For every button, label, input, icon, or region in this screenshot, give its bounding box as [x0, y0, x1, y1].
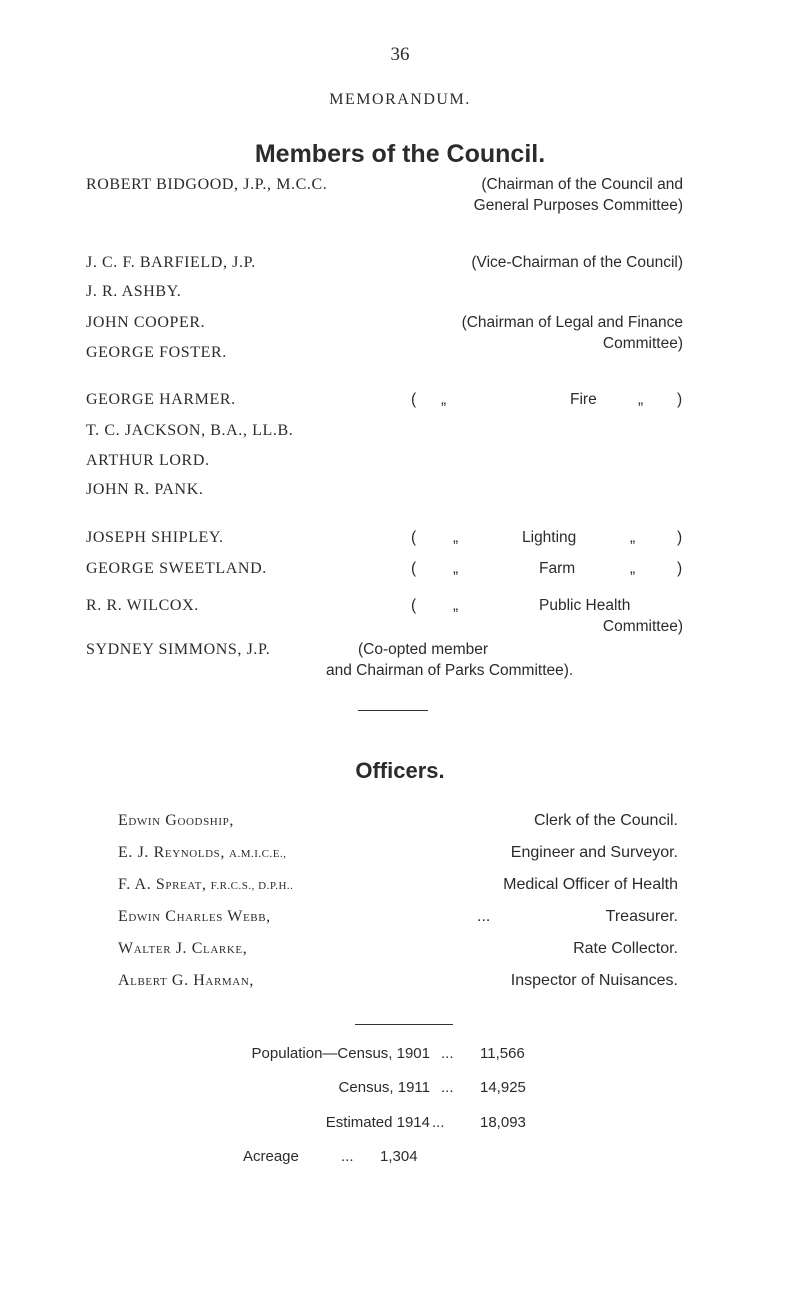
- officer-role: Inspector of Nuisances.: [510, 972, 678, 989]
- officer-name: Edwin Goodship,: [118, 812, 234, 829]
- officer-row: [118, 812, 234, 830]
- officer-name: Edwin Charles Webb,: [118, 908, 271, 925]
- officer-name: Walter J. Clarke,: [118, 940, 248, 957]
- officer-row: [118, 940, 247, 958]
- member-role: (Chairman of the Council and: [481, 176, 683, 193]
- member-name: JOHN COOPER.: [86, 314, 206, 331]
- paren-open: (: [411, 560, 417, 577]
- member-role: (Chairman of Legal and Finance: [461, 314, 683, 331]
- member-name: J. C. F. BARFIELD, J.P.: [86, 254, 256, 271]
- officer-name: F. A. Spreat,: [118, 876, 207, 893]
- officer-role: Medical Officer of Health: [503, 876, 678, 893]
- committee-word: Lighting: [522, 529, 577, 546]
- officer-row: [118, 876, 293, 894]
- member-role: [0, 560, 800, 582]
- officer-role: Engineer and Surveyor.: [510, 844, 678, 861]
- member-name: SYDNEY SIMMONS, J.P.: [86, 641, 271, 658]
- paren-open: (: [411, 391, 417, 408]
- population-value: 1,304: [380, 1148, 418, 1165]
- member-role: [0, 597, 800, 619]
- population-label: Estimated 1914: [325, 1114, 430, 1131]
- member-name: T. C. JACKSON, B.A., LL.B.: [86, 422, 294, 439]
- officer-row: [118, 844, 286, 862]
- committee-word: Public Health: [539, 597, 631, 614]
- memorandum-title: MEMORANDUM.: [329, 91, 471, 108]
- member-name: GEORGE FOSTER.: [86, 344, 227, 361]
- member-role-cont: General Purposes Committee): [473, 197, 683, 214]
- population-dots: ...: [441, 1079, 454, 1096]
- population-dots: ...: [432, 1114, 445, 1131]
- committee-word: Fire: [570, 391, 597, 408]
- officer-degrees: F.R.C.S., D.P.H..: [210, 880, 294, 892]
- officer-role: Rate Collector.: [573, 940, 678, 957]
- officer-role-dots: ...: [477, 908, 491, 925]
- ditto-mark: „: [630, 560, 636, 577]
- member-name: ROBERT BIDGOOD, J.P., M.C.C.: [86, 176, 328, 193]
- ditto-mark: „: [453, 560, 459, 577]
- member-name: GEORGE HARMER.: [86, 391, 236, 408]
- officer-role: Treasurer.: [605, 908, 678, 925]
- population-label: Census, 1911: [338, 1079, 430, 1096]
- population-dots: ...: [341, 1148, 354, 1165]
- ditto-mark: „: [453, 529, 459, 546]
- officer-name: Albert G. Harman,: [118, 972, 254, 989]
- officer-row: [118, 972, 254, 990]
- paren-close: ): [677, 560, 683, 577]
- population-label: Population—Census, 1901: [251, 1045, 430, 1062]
- committee-word: Farm: [539, 560, 576, 577]
- council-heading: Members of the Council.: [254, 140, 546, 168]
- section-divider: [355, 1024, 453, 1025]
- ditto-mark: „: [453, 597, 459, 614]
- population-label: Acreage: [243, 1148, 299, 1165]
- member-name: JOSEPH SHIPLEY.: [86, 529, 224, 546]
- member-role-cont: Committee): [602, 618, 683, 635]
- member-role-cont: and Chairman of Parks Committee).: [326, 662, 574, 679]
- member-name: JOHN R. PANK.: [86, 481, 204, 498]
- officer-name: E. J. Reynolds,: [118, 844, 226, 861]
- population-value: 14,925: [480, 1079, 526, 1096]
- ditto-mark: „: [441, 391, 447, 408]
- member-name: ARTHUR LORD.: [86, 452, 210, 469]
- ditto-mark: „: [630, 529, 636, 546]
- page-number: 36: [390, 44, 410, 65]
- officer-degrees: A.M.I.C.E.,: [229, 848, 287, 860]
- population-value: 11,566: [480, 1045, 525, 1062]
- population-value: 18,093: [480, 1114, 526, 1131]
- member-name: J. R. ASHBY.: [86, 283, 182, 300]
- member-name: R. R. WILCOX.: [86, 597, 199, 614]
- ditto-mark: „: [638, 391, 644, 408]
- member-role: (Vice-Chairman of the Council): [471, 254, 683, 271]
- section-divider: [358, 710, 428, 711]
- member-role: (Co-opted member: [358, 641, 489, 658]
- member-role: [0, 391, 800, 413]
- officer-row: [118, 908, 271, 926]
- paren-close: ): [677, 391, 683, 408]
- paren-open: (: [411, 597, 417, 614]
- officers-heading: Officers.: [355, 758, 445, 783]
- officer-role: Clerk of the Council.: [533, 812, 678, 829]
- member-role: [0, 529, 800, 551]
- member-name: GEORGE SWEETLAND.: [86, 560, 267, 577]
- member-role-cont: Committee): [602, 335, 683, 352]
- paren-open: (: [411, 529, 417, 546]
- paren-close: ): [677, 529, 683, 546]
- population-dots: ...: [441, 1045, 454, 1062]
